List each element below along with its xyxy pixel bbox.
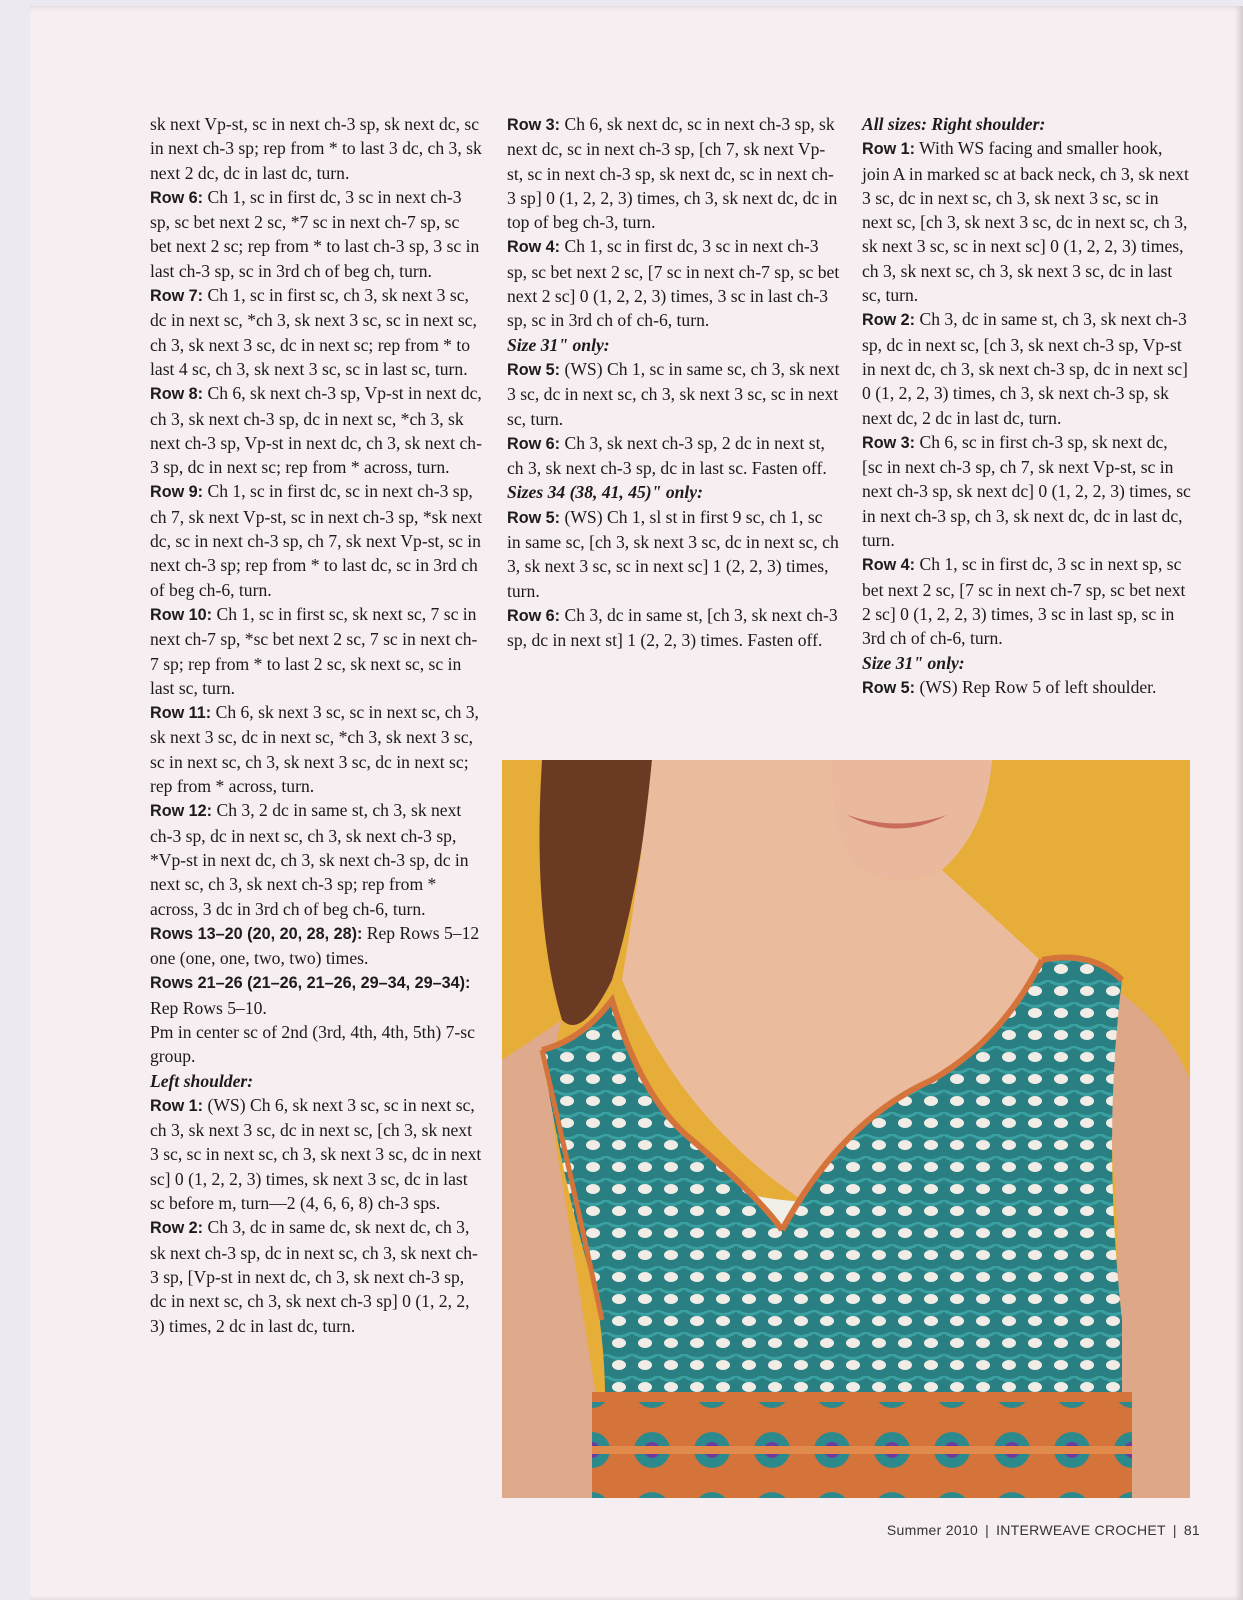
instruction-text: Ch 1, sc in first sc, ch 3, sk next 3 sc, dc in next sc, *ch 3, sk next 3 sc, sc in next sc, ch 3, sk next 3 sc, dc in next sc; rep from * to last 4 sc, ch 3, sk next 3 sc, sc in last sc, turn. [150, 285, 477, 379]
instruction-text: Ch 6, sc in first ch-3 sp, sk next dc, [sc in next ch-3 sp, ch 7, sk next Vp-st, sc in next ch-3 sp, sk next dc] 0 (1, 2, 2, 3) times, sc in next ch-3 sp, ch 3, sk next dc, dc in last dc, turn. [862, 431, 1191, 551]
row-label: Row 5: [862, 678, 916, 697]
instruction-text: Ch 6, sk next dc, sc in next ch-3 sp, sk next dc, sc in next ch-3 sp, [ch 7, sk next Vp-st, sc in next ch-3 sp, sk next dc, sc in next ch-3 sp] 0 (1, 2, 2, 3) times, ch 3, sk next dc, dc in top of beg ch-3, turn. [507, 114, 838, 233]
model-photo [502, 760, 1190, 1498]
issue-label: Summer 2010 [886, 1522, 979, 1538]
instruction-paragraph [150, 700, 483, 798]
instruction-text: Rep Rows 5–10. [150, 997, 267, 1018]
instruction-paragraph [862, 307, 1192, 429]
magazine-page [30, 6, 1243, 1600]
instruction-text: (WS) Ch 6, sk next 3 sc, sc in next sc, ch 3, sk next 3 sc, dc in next sc, [ch 3, sk next 3 sc, sc in next sc, ch 3, sk next 3 sc, dc in next sc] 0 (1, 2, 2, 3) times, sk next 3 sc, dc in last sc before m, turn—2 (4, 6, 6, 8) ch-3 sps. [150, 1094, 482, 1214]
instruction-paragraph [862, 136, 1192, 307]
instruction-text: Ch 3, dc in same st, ch 3, sk next ch-3 sp, dc in next sc, [ch 3, sk next ch-3 sp, Vp-st in next dc, ch 3, sk next ch-3 sp, dc in next sc] 0 (1, 2, 2, 3) times, ch 3, sk next ch-3 sp, sk next dc, 2 dc in last dc, turn. [862, 309, 1188, 428]
instruction-text: Ch 1, sc in first dc, 3 sc in next ch-3 sp, sc bet next 2 sc, [7 sc in next ch-7 sp, sc bet next 2 sc] 0 (1, 2, 2, 3) times, 3 sc in last ch-3 sp, sc in 3rd ch of ch-6, turn. [507, 236, 840, 331]
section-heading: Left shoulder: [150, 1070, 254, 1091]
magazine-name: INTERWEAVE CROCHET [996, 1522, 1166, 1538]
instruction-text: Ch 3, 2 dc in same st, ch 3, sk next ch-3 sp, dc in next sc, ch 3, sk next ch-3 sp, *Vp-st in next dc, ch 3, sk next ch-3 sp, dc in next sc, ch 3, sk next ch-3 sp; rep from * across, 3 dc in 3rd ch of beg ch-6, turn. [150, 800, 469, 919]
instruction-text: Rep Rows 5–12 one (one, one, two, two) times. [150, 922, 480, 969]
instruction-text: Ch 1, sc in first dc, 3 sc in next ch-3 sp, sc bet next 2 sc, *7 sc in next ch-7 sp, sc bet next 2 sc; rep from * to last ch-3 sp, 3 sc in last ch-3 sp, sc in 3rd ch of beg ch, turn. [150, 186, 480, 281]
instruction-paragraph [150, 921, 483, 971]
instruction-paragraph [150, 970, 483, 1020]
row-label: Row 2: [150, 1219, 204, 1238]
instruction-text: (WS) Rep Row 5 of left shoulder. [919, 676, 1157, 697]
row-label: Rows 21–26 (21–26, 21–26, 29–34, 29–34): [150, 974, 471, 993]
row-label: Row 6: [150, 188, 204, 207]
instruction-paragraph [150, 283, 483, 381]
instruction-text: (WS) Ch 1, sc in same sc, ch 3, sk next 3 sc, dc in next sc, ch 3, sk next 3 sc, sc in next sc, turn. [507, 358, 840, 429]
row-label: Row 3: [507, 116, 561, 134]
row-label: Row 10: [150, 605, 213, 624]
instruction-paragraph [507, 603, 840, 653]
instruction-text: Ch 6, sk next ch-3 sp, Vp-st in next dc, ch 3, sk next ch-3 sp, dc in next sc, *ch 3, sk next ch-3 sp, Vp-st in next dc, ch 3, sk next ch-3 sp, dc in next sc; rep from * across, turn. [150, 383, 482, 478]
section-heading: Size 31" only: [507, 334, 610, 355]
instruction-text: Ch 3, dc in same dc, sk next dc, ch 3, sk next ch-3 sp, dc in next sc, ch 3, sk next ch-3 sp, [Vp-st in next dc, ch 3, sk next ch-3 sp, dc in next sc, ch 3, sk next ch-3 sp] 0 (1, 2, 2, 3) times, 2 dc in last dc, turn. [150, 1217, 478, 1336]
instruction-text: Ch 1, sc in first dc, sc in next ch-3 sp, ch 7, sk next Vp-st, sc in next ch-3 sp, *sk next dc, sc in next ch-3 sp, ch 7, sk next Vp-st, sc in next ch-3 sp; rep from * to last dc, sc in 3rd ch of beg ch-6, turn. [150, 481, 482, 600]
instruction-paragraph [150, 1020, 483, 1069]
instruction-paragraph [150, 381, 483, 479]
page-number: 81 [1183, 1522, 1200, 1538]
pattern-column-2 [507, 112, 840, 653]
row-label: Row 5: [507, 508, 561, 527]
instruction-text: Pm in center sc of 2nd (3rd, 4th, 4th, 5th) 7-sc group. [150, 1021, 475, 1067]
instruction-paragraph [150, 1215, 483, 1337]
footer-separator: | [985, 1522, 990, 1538]
instruction-paragraph [150, 798, 483, 920]
row-label: Row 1: [862, 140, 916, 159]
instruction-paragraph [150, 1093, 483, 1215]
instruction-paragraph [150, 602, 483, 700]
instruction-paragraph [862, 552, 1192, 650]
row-label: Row 6: [507, 606, 561, 625]
instruction-text: Ch 3, sk next ch-3 sp, 2 dc in next st, ch 3, sk next ch-3 sp, dc in last sc. Fasten off. [507, 432, 827, 479]
pattern-column-1 [150, 112, 483, 1338]
row-label: Row 9: [150, 483, 204, 502]
instruction-text: Ch 1, sc in first dc, 3 sc in next sp, sc bet next 2 sc, [7 sc in next ch-7 sp, sc bet next 2 sc] 0 (1, 2, 2, 3) times, 3 sc in last sp, sc in 3rd ch of ch-6, turn. [862, 554, 1186, 649]
instruction-paragraph [507, 505, 840, 603]
instruction-paragraph [862, 430, 1192, 552]
instruction-text: With WS facing and smaller hook, join A in marked sc at back neck, ch 3, sk next 3 sc, dc in next sc, ch 3, sk next 3 sc, sc in next sc, [ch 3, sk next 3 sc, dc in next sc, ch 3, sk next 3 sc, sc in next sc] 0 (1, 2, 2, 3) times, ch 3, sk next sc, ch 3, sk next 3 sc, dc in last sc, turn. [862, 138, 1189, 306]
instruction-paragraph [507, 112, 840, 234]
row-label: Row 6: [507, 434, 561, 453]
section-heading: All sizes: Right shoulder: [862, 114, 1046, 134]
instruction-text: Ch 6, sk next 3 sc, sc in next sc, ch 3, sk next 3 sc, dc in next sc, *ch 3, sk next 3 sc, sc in next sc, ch 3, sk next 3 sc, dc in next sc; rep from * across, turn. [150, 702, 479, 797]
instruction-paragraph [507, 357, 840, 431]
instruction-paragraph [150, 112, 483, 185]
section-heading: Size 31" only: [862, 652, 965, 673]
row-label: Row 3: [862, 433, 916, 452]
footer-separator: | [1172, 1522, 1177, 1538]
row-label: Row 2: [862, 311, 916, 330]
instruction-paragraph [507, 234, 840, 332]
row-label: Row 11: [150, 704, 212, 723]
instruction-text: sk next Vp-st, sc in next ch-3 sp, sk next dc, sc in next ch-3 sp; rep from * to last 3 dc, ch 3, sk next 2 dc, dc in last dc, turn. [150, 114, 482, 183]
instruction-paragraph [150, 479, 483, 601]
section-heading: Sizes 34 (38, 41, 45)" only: [507, 482, 703, 503]
row-label: Row 8: [150, 385, 204, 404]
page-footer [860, 1522, 1200, 1538]
instruction-text: Ch 1, sc in first sc, sk next sc, 7 sc in next ch-7 sp, *sc bet next 2 sc, 7 sc in next ch-7 sp; rep from * to last 2 sc, sk next sc, sc in last sc, turn. [150, 603, 478, 698]
instruction-text: Ch 3, dc in same st, [ch 3, sk next ch-3 sp, dc in next st] 1 (2, 2, 3) times. Fasten off. [507, 604, 838, 651]
row-label: Row 12: [150, 802, 213, 821]
row-label: Rows 13–20 (20, 20, 28, 28): [150, 924, 363, 943]
instruction-text: (WS) Ch 1, sl st in first 9 sc, ch 1, sc in same sc, [ch 3, sk next 3 sc, dc in next sc, ch 3, sk next 3 sc, sc in next sc] 1 (2, 2, 3) times, turn. [507, 506, 839, 601]
row-label: Row 7: [150, 287, 204, 306]
crochet-motif-band [592, 1400, 1132, 1498]
row-label: Row 4: [507, 238, 561, 257]
row-label: Row 1: [150, 1096, 204, 1115]
pattern-column-3 [862, 112, 1192, 700]
row-label: Row 5: [507, 360, 561, 379]
row-label: Row 4: [862, 556, 916, 575]
instruction-paragraph [862, 675, 1192, 700]
instruction-paragraph [507, 431, 840, 481]
instruction-paragraph [150, 185, 483, 283]
